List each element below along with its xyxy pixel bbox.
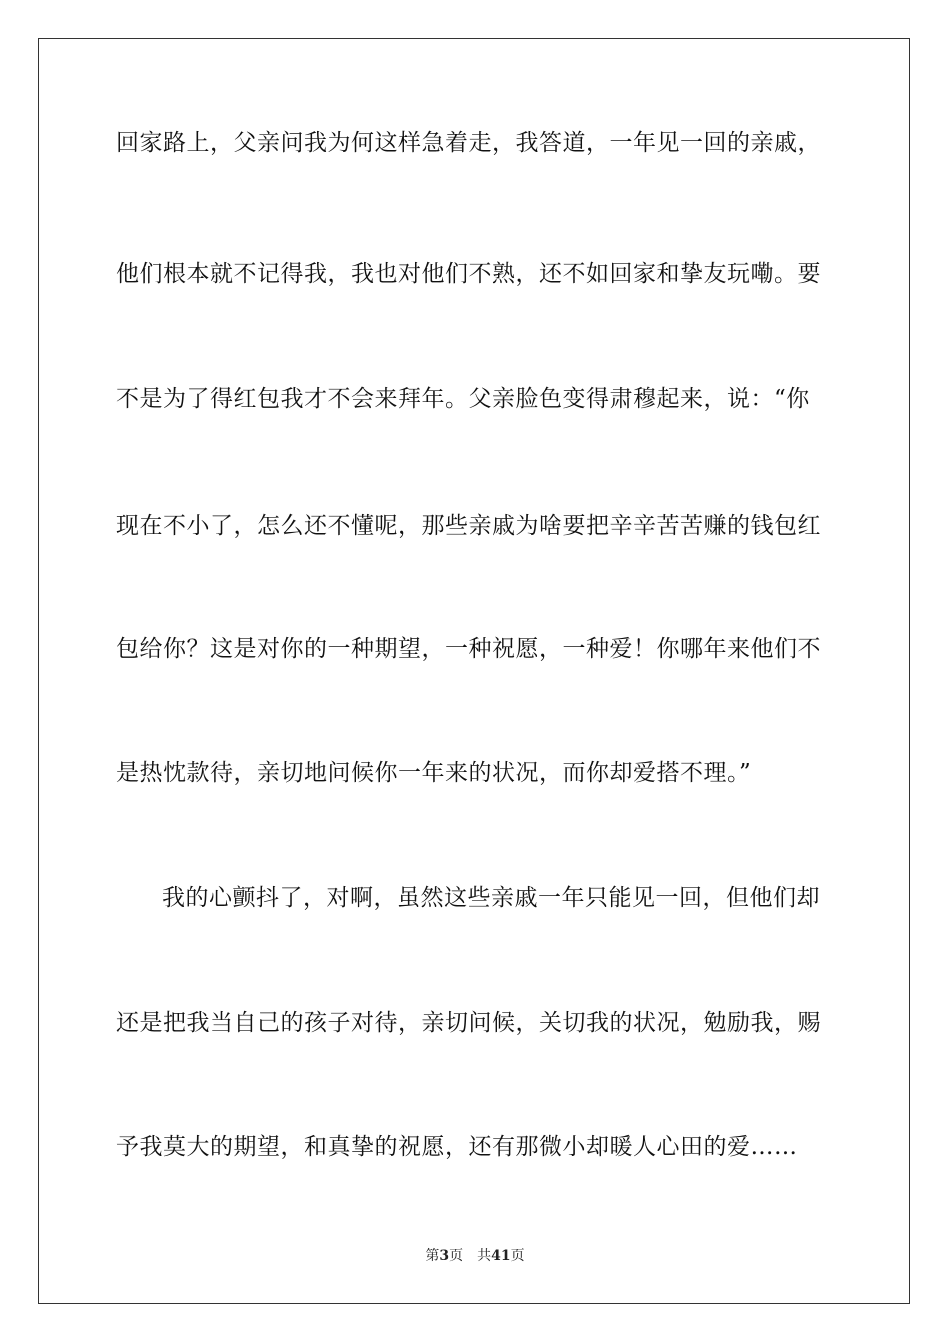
page-footer [0,1247,950,1265]
page-total: 41 [491,1248,511,1264]
text-line: 我的心颤抖了，对啊，虽然这些亲戚一年只能见一回，但他们却 [162,885,820,911]
page-border [38,38,910,1304]
page-prefix: 第 [425,1248,440,1264]
page-number: 3 [439,1248,450,1264]
text-line: 还是把我当自己的孩子对待，亲切问候，关切我的状况，勉励我，赐 [116,1010,821,1036]
total-prefix: 共 [477,1248,492,1264]
text-line: 不是为了得红包我才不会来拜年。父亲脸色变得肃穆起来，说：“你 [116,386,810,412]
text-line: 现在不小了，怎么还不懂呢，那些亲戚为啥要把辛辛苦苦赚的钱包红 [116,513,821,539]
text-line: 包给你？这是对你的一种期望，一种祝愿，一种爱！你哪年来他们不 [116,636,821,662]
text-line: 回家路上，父亲问我为何这样急着走，我答道，一年见一回的亲戚， [116,130,821,156]
page-unit: 页 [449,1248,464,1264]
text-line: 他们根本就不记得我，我也对他们不熟，还不如回家和挚友玩嘞。要 [116,261,821,287]
total-unit: 页 [510,1248,525,1264]
text-line: 予我莫大的期望，和真挚的祝愿，还有那微小却暖人心田的爱…… [116,1134,798,1160]
text-line: 是热忱款待，亲切地问候你一年来的状况，而你却爱搭不理。” [116,760,752,786]
